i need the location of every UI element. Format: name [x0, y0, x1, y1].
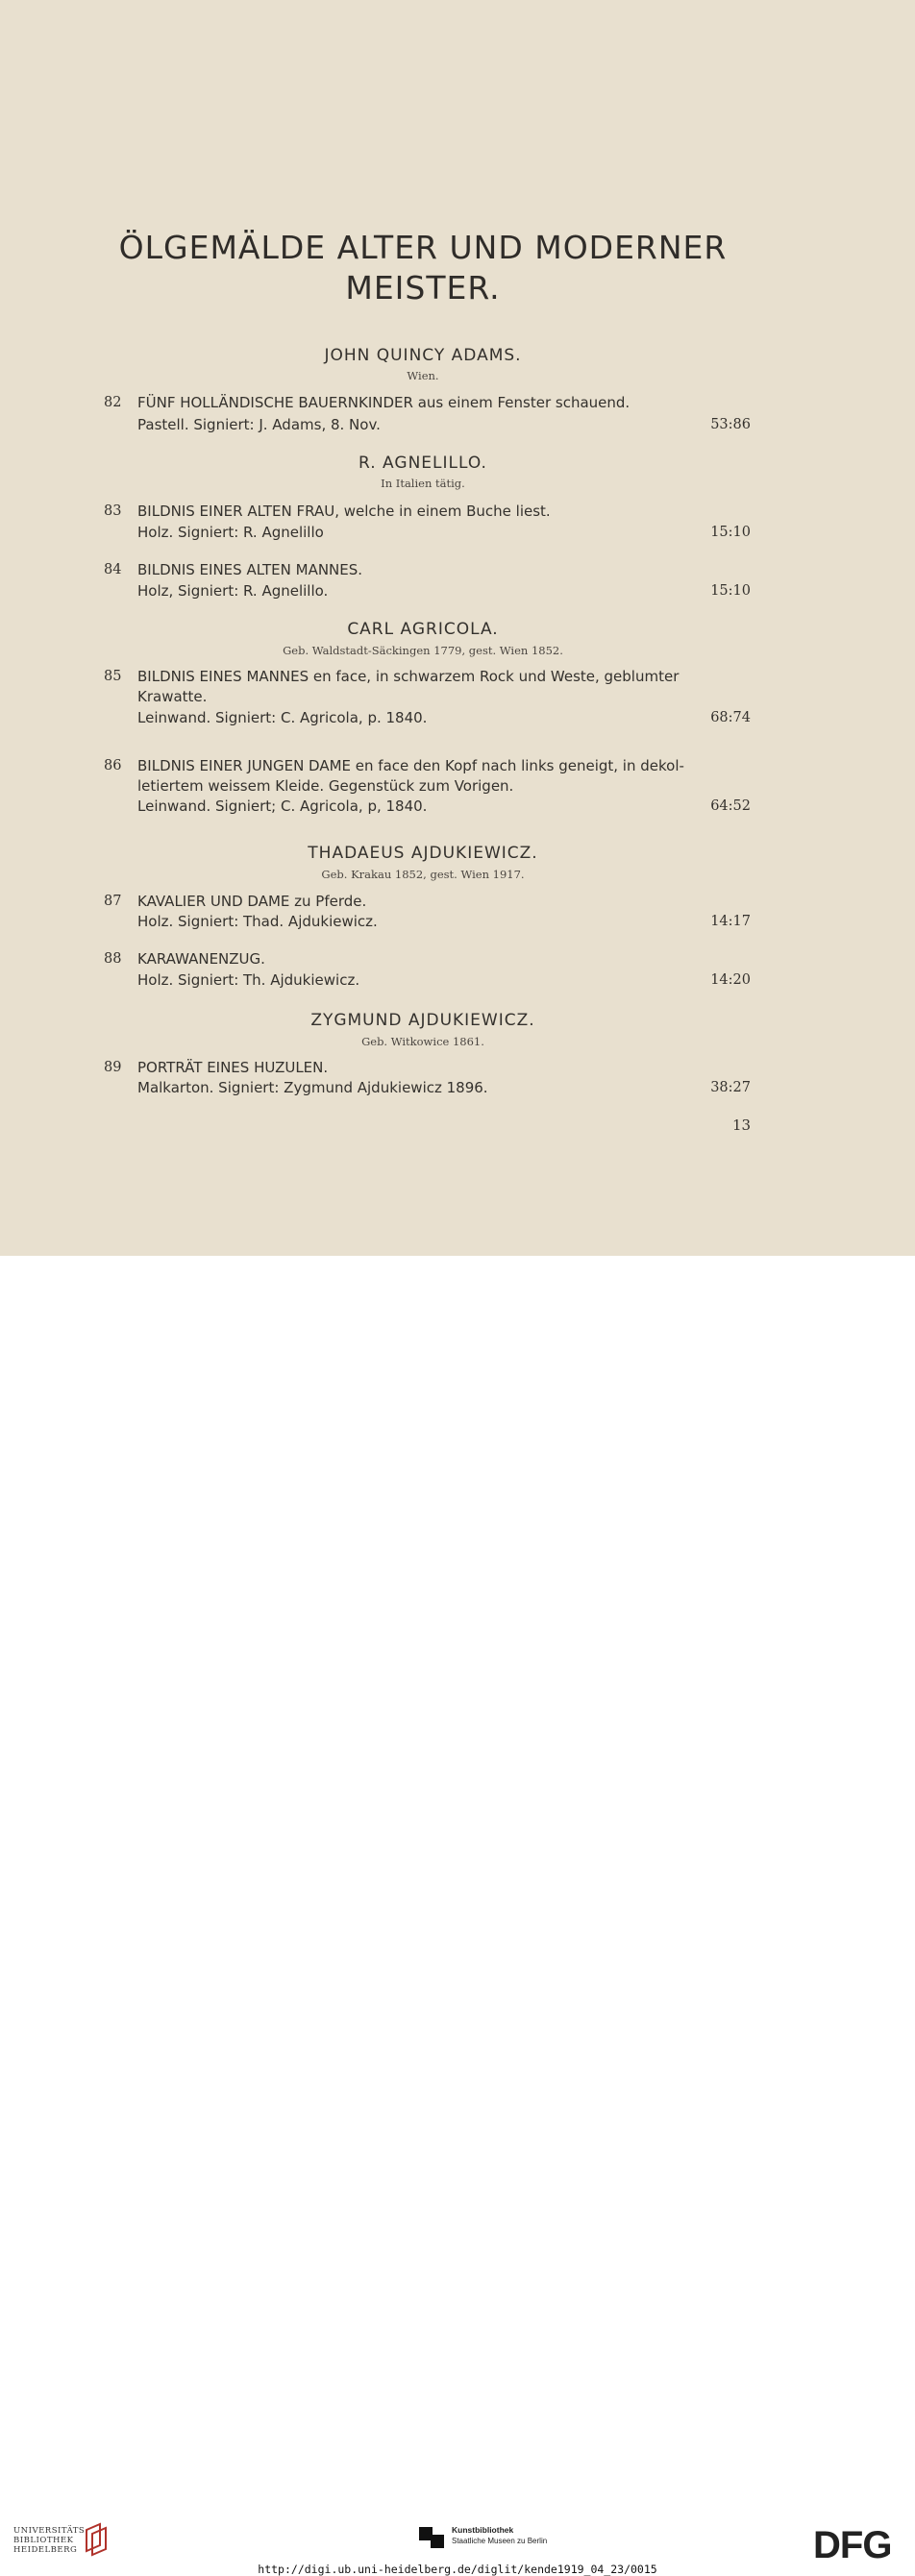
kunstbibliothek-logo-icon[interactable] [419, 2527, 444, 2548]
permalink-url[interactable]: http://digi.ub.uni-heidelberg.de/diglit/kende1919_04_23/0015 [258, 2563, 657, 2576]
lot-title-line: PORTRÄT EINES HUZULEN. [137, 1059, 329, 1076]
artist-name: JOHN QUINCY ADAMS. [324, 346, 522, 365]
lot-detail-line: Leinwand. Signiert; C. Agricola, p, 1840. [137, 797, 428, 815]
artist-name: ZYGMUND AJDUKIEWICZ. [310, 1011, 535, 1030]
lot-title-line: letiertem weissem Kleide. Gegenstück zum Vorigen. [137, 777, 514, 795]
lot-detail-line: Holz. Signiert: Th. Ajdukiewicz. [137, 971, 360, 989]
catalog-page [0, 0, 915, 1256]
artist-info: Geb. Krakau 1852, gest. Wien 1917. [321, 868, 525, 881]
lot-number: 83 [104, 503, 122, 519]
page-title-line2: MEISTER. [345, 269, 501, 307]
kb-line: Staatliche Museen zu Berlin [452, 2537, 548, 2545]
lot-number: 84 [104, 562, 122, 577]
lot-title-line: BILDNIS EINES MANNES en face, in schwarzem Rock und Weste, geblumter [137, 668, 680, 685]
lot-title-line: KARAWANENZUG. [137, 950, 265, 968]
lot-number: 89 [104, 1060, 122, 1075]
lot-title-line: KAVALIER UND DAME zu Pferde. [137, 893, 367, 910]
ub-line: UNIVERSITÄTS- [13, 2526, 88, 2536]
lot-dimensions: 15:10 [710, 525, 751, 540]
lot-number: 88 [104, 951, 122, 967]
artist-name: CARL AGRICOLA. [347, 620, 499, 639]
page-title-line1: ÖLGEMÄLDE ALTER UND MODERNER [118, 229, 728, 266]
kb-line: Kunstbibliothek [452, 2525, 514, 2535]
dfg-logo[interactable]: DFG [813, 2524, 892, 2566]
artist-name: R. AGNELILLO. [359, 454, 487, 473]
lot-number: 82 [104, 395, 122, 410]
lot-number: 85 [104, 669, 122, 684]
lot-dimensions: 14:17 [710, 914, 751, 929]
lot-detail-line: Holz. Signiert: Thad. Ajdukiewicz. [137, 913, 378, 930]
ub-line: HEIDELBERG [13, 2545, 78, 2555]
lot-detail-line: Holz. Signiert: R. Agnelillo [137, 524, 324, 541]
lot-detail-line: Pastell. Signiert: J. Adams, 8. Nov. [137, 416, 381, 433]
lot-title-line: Krawatte. [137, 688, 208, 705]
artist-info: In Italien tätig. [381, 477, 465, 490]
lot-title-line: BILDNIS EINER JUNGEN DAME en face den Kopf nach links geneigt, in dekol- [137, 757, 684, 774]
lot-dimensions: 64:52 [710, 798, 751, 814]
lot-number: 87 [104, 894, 122, 909]
artist-info: Geb. Witkowice 1861. [361, 1035, 484, 1048]
artist-info: Geb. Waldstadt-Säckingen 1779, gest. Wien 1852. [283, 644, 563, 657]
lot-dimensions: 68:74 [710, 710, 751, 725]
lot-detail-line: Malkarton. Signiert: Zygmund Ajdukiewicz 1896. [137, 1079, 488, 1096]
lot-detail-line: Leinwand. Signiert: C. Agricola, p. 1840. [137, 709, 428, 726]
lot-dimensions: 38:27 [710, 1080, 751, 1095]
artist-name: THADAEUS AJDUKIEWICZ. [308, 844, 538, 863]
lot-title-line: BILDNIS EINES ALTEN MANNES. [137, 561, 363, 578]
lot-number: 86 [104, 758, 122, 773]
ub-heidelberg-label[interactable] [13, 2526, 88, 2555]
artist-info: Wien. [407, 369, 439, 382]
lot-title-line: FÜNF HOLLÄNDISCHE BAUERNKINDER aus einem Fenster schauend. [137, 394, 631, 411]
lot-dimensions: 14:20 [710, 972, 751, 988]
lot-dimensions: 15:10 [710, 583, 751, 599]
lot-detail-line: Holz, Signiert: R. Agnelillo. [137, 582, 329, 600]
page-number: 13 [732, 1116, 752, 1134]
lot-title-line: BILDNIS EINER ALTEN FRAU, welche in einem Buche liest. [137, 503, 551, 520]
lot-dimensions: 53:86 [710, 417, 751, 432]
ub-heidelberg-logo-icon[interactable] [83, 2522, 110, 2557]
kunstbibliothek-label[interactable] [452, 2525, 547, 2546]
viewer-footer [0, 1256, 915, 2576]
ub-line: BIBLIOTHEK [13, 2536, 74, 2545]
